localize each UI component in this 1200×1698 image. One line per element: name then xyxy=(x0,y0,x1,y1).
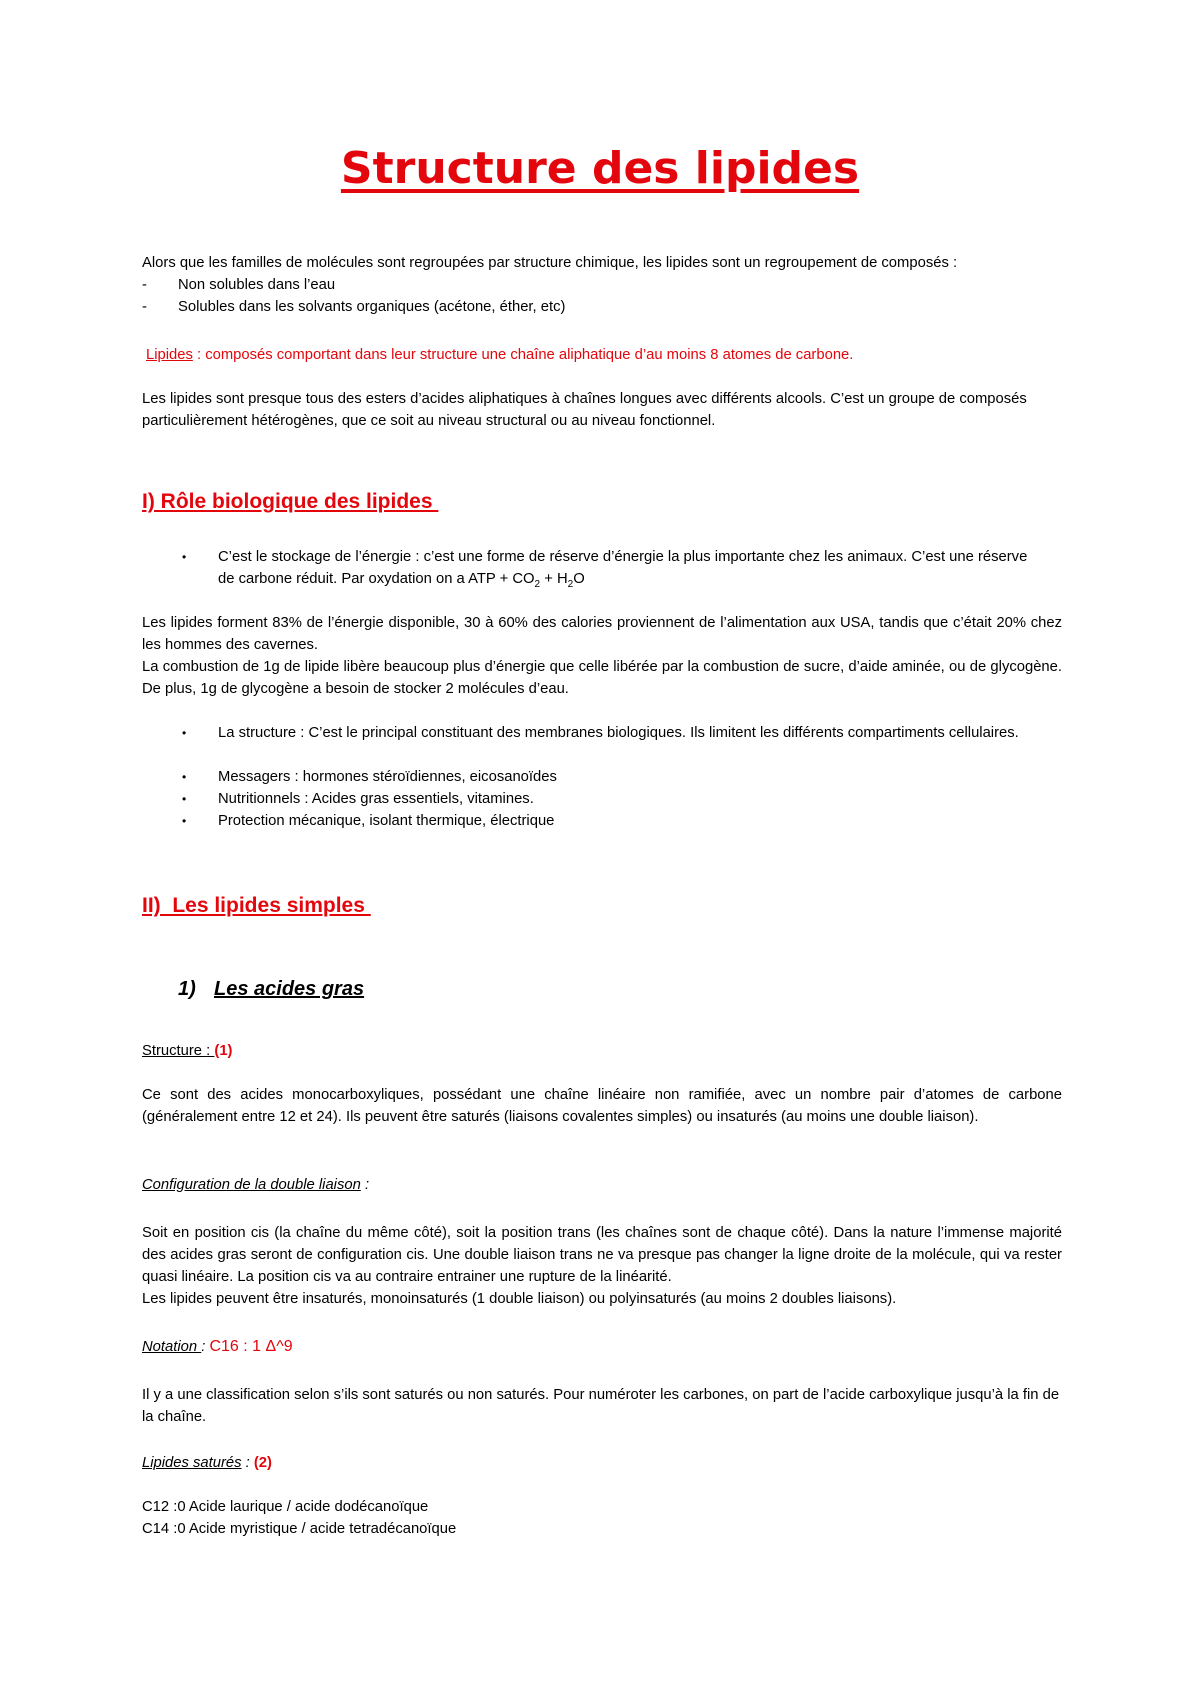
document-page: Structure des lipides Alors que les familles de molécules sont regroupées par structure chimique, les lipides sont un regroupement de composés : - Non solubles dans l’eau - Solubles dans les solvants organiques (acétone, éther, etc) Lipides : composés comportant dans leur structure une chaîne aliphatique d’au moins 8 atomes de carbone. Les lipides sont presque tous des esters d’acides aliphatiques à chaînes longues avec différents alcools. C’est un groupe de composés particulièrement hétérogènes, que ce soit au niveau structural ou au niveau fonctionnel. I) Rôle biologique des lipides • C’est le stockage de l’énergie : c’est une forme de réserve d’énergie la plus importante chez les animaux. C’est une réserve de carbone réduit. Par oxydation on a ATP + $CO_2 + H_2O$ Les lipides forment 83% de l’énergie disponible, 30 à 60% des calories proviennent de l’alimentation aux USA, tandis que c’était 20% chez les hommes des cavernes. La combustion de 1g de lipide libère beaucoup plus d’énergie que celle libérée par la combustion de sucre, d’aide aminée, ou de glycogène. De plus, 1g de glycogène a besoin de stocker 2 molécules d’eau. • La structure : C’est le principal constituant des membranes biologiques. Ils limitent les différents compartiments cellulaires. • Messagers : hormones stéroïdiennes, eicosanoïdes • Nutritionnels : Acides gras essentiels, vitamines. • Protection mécanique, isolant thermique, électrique II) Les lipides simples 1) Les acides gras Structure : (1) Ce sont des acides monocarboxyliques, possédant une chaîne linéaire non ramifiée, avec un nombre pair d’atomes de carbone (généralement entre 12 et 24). Ils peuvent être saturés (liaisons covalentes simples) ou insaturés (au moins une double liaison). Configuration de la double liaison : Soit en position cis (la chaîne du même côté), soit la position trans (les chaînes sont de chaque côté). Dans la nature l’immense majorité des acides gras seront de configuration cis. Une double liaison trans ne va presque pas changer la ligne droite de la molécule, qui va rester quasi linéaire. La position cis va au contraire entrainer une rupture de la linéarité. Les lipides peuvent être insaturés, monoinsaturés (1 double liaison) ou polyinsaturés (au moins 2 doubles liaisons). Notation : C16 : 1 Δ^9 Il y a une classification selon s’ils sont saturés ou non saturés. Pour numéroter les carbones, on part de l’acide carboxylique jusqu’à la fin de la chaîne. Lipides saturés : (2) C12 :0 Acide laurique / acide dodécanoïque C14 :0 Acide myristique / acide tetradécanoïque xyxy=(0,0,1200,1698)
bullet-item: • La structure : C’est le principal constituant des membranes biologiques. Ils limitent les différents compartiments cellulaires. xyxy=(182,722,1042,744)
structure-paragraph: Ce sont des acides monocarboxyliques, possédant une chaîne linéaire non ramifiée, avec un nombre pair d’atomes de carbone (généralement entre 12 et 24). Ils peuvent être saturés (liaisons covalentes simples) ou insaturés (au moins une double liaison). xyxy=(142,1087,1062,1125)
saturated-label: Lipides saturés : (2) xyxy=(142,1455,272,1471)
bullet-marker: • xyxy=(182,814,187,828)
notation-line: Notation : C16 : 1 Δ^9 xyxy=(142,1338,293,1355)
bullet-marker: • xyxy=(182,550,187,564)
config-paragraph: Soit en position cis (la chaîne du même côté), soit la position trans (les chaînes sont de chaque côté). Dans la nature l’immense majorité des acides gras seront de configuration cis. Une double liaison trans ne va presque pas changer la ligne droite de la molécule, qui va rester quasi linéaire. La position cis va au contraire entrainer une rupture de la linéarité. xyxy=(142,1225,1062,1285)
dash-marker: - xyxy=(142,277,147,293)
intro-text: Alors que les familles de molécules sont regroupées par structure chimique, les lipides sont un regroupement de composés : xyxy=(142,255,958,271)
bullet-marker: • xyxy=(182,726,187,740)
combustion-paragraph: La combustion de 1g de lipide libère beaucoup plus d’énergie que celle libérée par la combustion de sucre, d’aide aminée, ou de glycogène. De plus, 1g de glycogène a besoin de stocker 2 molécules d’eau. xyxy=(142,659,1062,697)
bullet-item: • C’est le stockage de l’énergie : c’est une forme de réserve d’énergie la plus importante chez les animaux. C’est une réserve de carbone réduit. Par oxydation on a ATP + $CO_2 + H_2O$ xyxy=(182,546,1042,596)
config-paragraph-2: Les lipides peuvent être insaturés, monoinsaturés (1 double liaison) ou polyinsaturés (au moins 2 doubles liaisons). xyxy=(142,1291,897,1307)
reference-marker: (2) xyxy=(253,1455,272,1471)
notation-value: C16 : 1 Δ^9 xyxy=(209,1338,293,1355)
structure-label: Structure : (1) xyxy=(142,1043,233,1059)
bullet-marker: • xyxy=(182,770,187,784)
config-label: Configuration de la double liaison : xyxy=(142,1177,370,1193)
bullet-item: • Nutritionnels : Acides gras essentiels, vitamines. xyxy=(182,788,1042,810)
classification-paragraph: Il y a une classification selon s’ils sont saturés ou non saturés. Pour numéroter les carbones, on part de l’acide carboxylique jusqu’à la fin de la chaîne. xyxy=(142,1387,1060,1425)
bullet-item: • Messagers : hormones stéroïdiennes, eicosanoïdes xyxy=(182,766,1042,788)
dash-marker: - xyxy=(142,299,147,315)
page-title: Structure des lipides xyxy=(340,143,860,194)
bullet-item: • Protection mécanique, isolant thermique, électrique xyxy=(182,810,1042,832)
energy-paragraph: Les lipides forment 83% de l’énergie disponible, 30 à 60% des calories proviennent de l’alimentation aux USA, tandis que c’était 20% chez les hommes des cavernes. xyxy=(142,615,1062,653)
bullet-marker: • xyxy=(182,792,187,806)
section-heading-simple-lipids: II) Les lipides simples xyxy=(142,894,371,917)
subsection-heading-fatty-acids: 1) Les acides gras xyxy=(178,978,365,1000)
reference-marker: (1) xyxy=(214,1043,233,1059)
lipid-definition: Lipides : composés comportant dans leur structure une chaîne aliphatique d’au moins 8 atomes de carbone. xyxy=(146,347,854,363)
section-heading-role: I) Rôle biologique des lipides xyxy=(142,490,439,513)
saturated-item: C12 :0 Acide laurique / acide dodécanoïque xyxy=(142,1499,429,1515)
saturated-item: C14 :0 Acide myristique / acide tetradécanoïque xyxy=(142,1521,457,1537)
definition-term: Lipides xyxy=(146,347,193,363)
intro-paragraph: Les lipides sont presque tous des esters d’acides aliphatiques à chaînes longues avec différents alcools. C’est un groupe de composés particulièrement hétérogènes, que ce soit au niveau structural ou au niveau fonctionnel. xyxy=(142,391,1027,429)
